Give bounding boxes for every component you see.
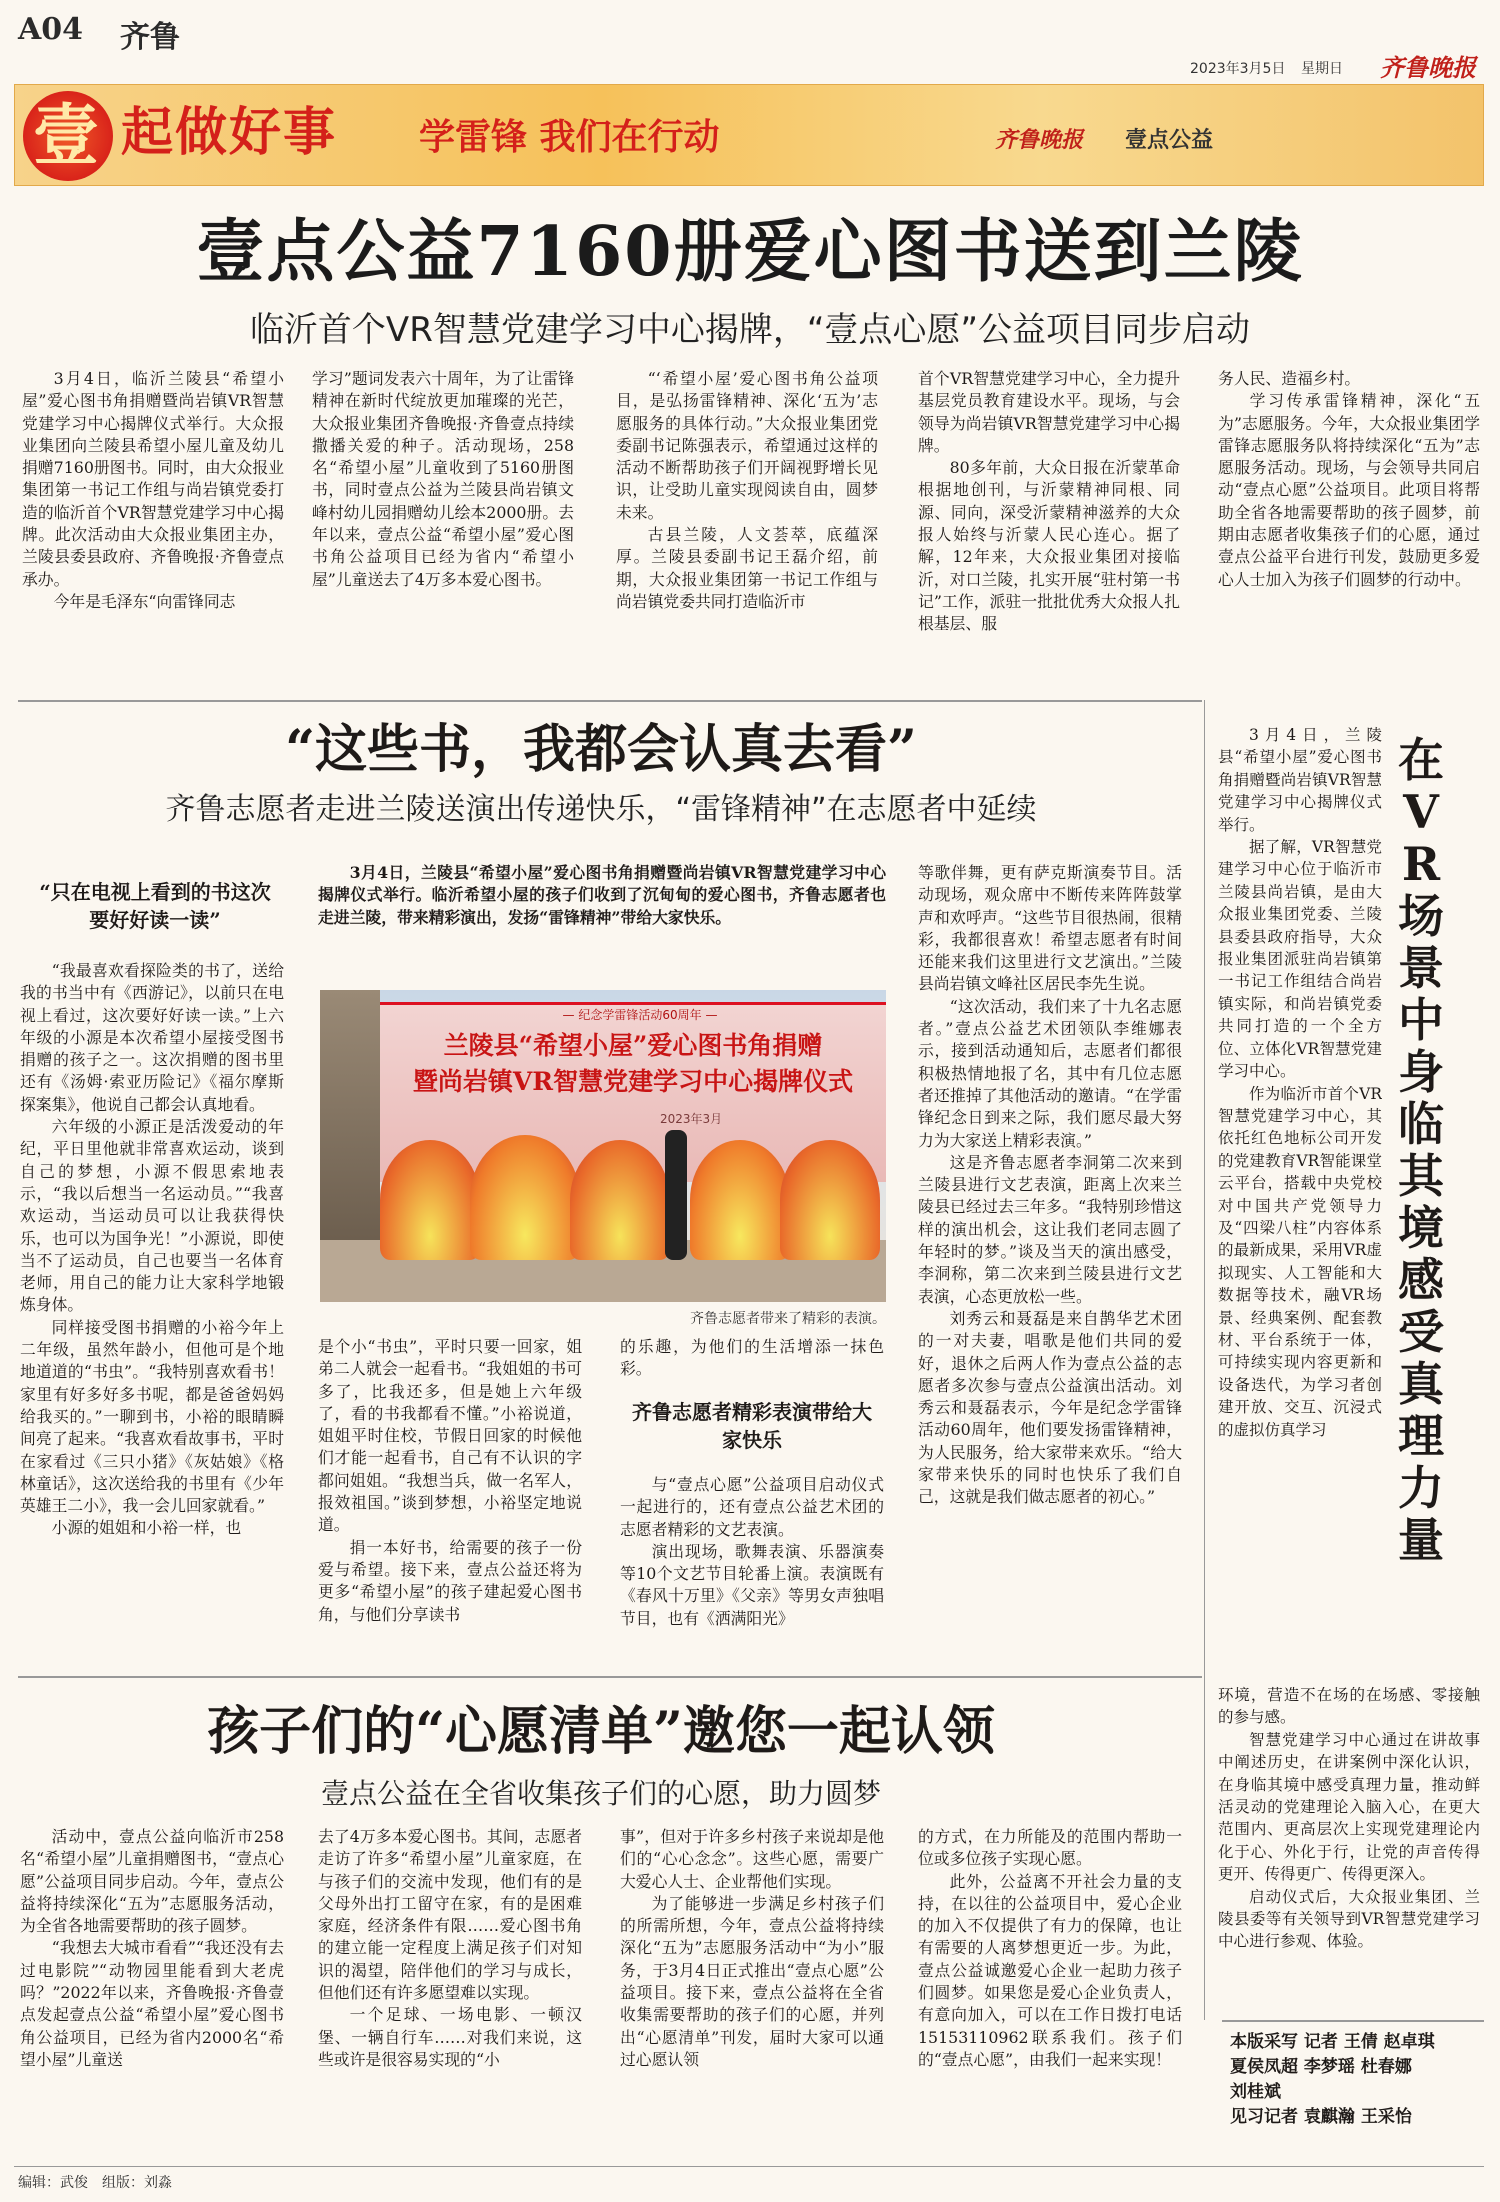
paragraph: 活动中，壹点公益向临沂市258名“希望小屋”儿童捐赠图书，“壹点心愿”公益项目同步启动。今年，壹点公益将持续深化“五为”志愿服务活动，为全省各地需要帮助的孩子圆梦。 [20, 1827, 284, 1936]
paragraph: 首个VR智慧党建学习中心，全力提升基层党员教育建设水平。现场，与会领导为尚岩镇VR智慧党建学习中心揭牌。 [918, 369, 1180, 455]
article2-col-2 [318, 1336, 582, 1654]
paragraph: 学习”题词发表六十周年，为了让雷锋精神在新时代绽放更加璀璨的光芒，大众报业集团齐鲁晚报·齐鲁壹点持续撒播关爱的种子。活动现场，258名“希望小屋”儿童收到了5160册图书，同时壹点公益为兰陵县尚岩镇文峰村幼儿园捐赠幼儿绘本2000册。去年以来，壹点公益“希望小屋”爱心图书角公益项目已经为省内“希望小屋”儿童送去了4万多本爱心图书。 [312, 369, 574, 589]
article1-col-3 [616, 368, 878, 688]
article3-col-b [1218, 1684, 1480, 2004]
article1-title: 壹点公益7160册爱心图书送到兰陵 [196, 212, 1304, 292]
article2-col-1 [20, 960, 284, 1650]
paragraph: 古县兰陵，人文荟萃，底蕴深厚。兰陵县委副书记王磊介绍，前期，大众报业集团第一书记工作组与尚岩镇党委共同打造临沂市 [616, 525, 878, 611]
paragraph: 智慧党建学习中心通过在讲故事中阐述历史，在讲案例中深化认识，在身临其境中感受真理力量，推动鲜活灵动的党建理论入脑入心，在更大范围内、更高层次上实现党建理论内化于心、外化于行，让党的声音传得更开、传得更广、传得更深入。 [1218, 1730, 1480, 1884]
paragraph: 启动仪式后，大众报业集团、兰陵县委等有关领导到VR智慧党建学习中心进行参观、体验。 [1218, 1887, 1480, 1951]
paragraph: “我最喜欢看探险类的书了，送给我的书当中有《西游记》，以前只在电视上看过，这次要好好读一读。”上六年级的小源是本次希望小屋接受图书捐赠的孩子之一。这次捐赠的图书里还有《汤姆·索亚历险记》《福尔摩斯探案集》，他说自己都会认真地看。 [20, 961, 284, 1114]
article2-col-3a [620, 1336, 884, 1386]
section-name: 齐鲁 [120, 20, 180, 55]
footer-rule [14, 2166, 1484, 2167]
article4-col-2 [318, 1826, 582, 2160]
credits [1230, 2030, 1486, 2130]
article2-subtitle: 齐鲁志愿者走进兰陵送演出传递快乐，“雷锋精神”在志愿者中延续 [165, 792, 1037, 827]
paragraph: 等歌伴舞，更有萨克斯演奏节目。活动现场，观众席中不断传来阵阵鼓掌声和欢呼声。“这些节目很热闹，很精彩，我都很喜欢！希望志愿者有时间还能来我们这里进行文艺演出。”兰陵县尚岩镇文峰社区居民李先生说。 [918, 863, 1182, 994]
paragraph: “‘希望小屋’爱心图书角公益项目，是弘扬雷锋精神、深化‘五为’志愿服务的具体行动。”大众报业集团党委副书记陈强表示，希望通过这样的活动不断帮助孩子们开阔视野增长见识，让受助儿童实现阅读自由，圆梦未来。 [616, 369, 878, 522]
paragraph: 事”，但对于许多乡村孩子来说却是他们的“心心念念”。这些心愿，需要广大爱心人士、企业帮他们实现。 [620, 1827, 884, 1891]
banner-logo-charity: 壹点公益 [1125, 127, 1214, 153]
banner [14, 84, 1484, 186]
article2-col-4 [918, 862, 1182, 1654]
paragraph: 与“壹点心愿”公益项目启动仪式一起进行的，还有壹点公益艺术团的志愿者精彩的文艺表演。 [620, 1475, 884, 1539]
photo-top-text: — 纪念学雷锋活动60周年 — [562, 1008, 718, 1022]
paragraph: 这是齐鲁志愿者李洞第二次来到兰陵县进行文艺表演，距离上次来兰陵县已经过去三年多。“我特别珍惜这样的演出机会，这让我们老同志圆了年轻时的梦。”谈及当天的演出感受，李洞称，第二次来到兰陵县进行文艺表演，心态更放松一些。 [918, 1152, 1182, 1306]
banner-slogan: 学雷锋 我们在行动 [419, 116, 720, 158]
credits-line: 刘桂斌 [1230, 2082, 1281, 2102]
article3-col-a [1218, 724, 1382, 1682]
paragraph: 务人民、造福乡村。 [1218, 369, 1361, 388]
article4-subtitle: 壹点公益在全省收集孩子们的心愿，助力圆梦 [320, 1777, 881, 1810]
paragraph: 3月4日，兰陵县“希望小屋”爱心图书角捐赠暨尚岩镇VR智慧党建学习中心揭牌仪式举行。 [1218, 726, 1382, 834]
photo-date-text: 2023年3月 [660, 1112, 723, 1126]
divider [1204, 700, 1205, 2020]
credits-line: 见习记者 袁麒瀚 王采怡 [1230, 2107, 1412, 2127]
article2-col-3b [620, 1474, 884, 1654]
paragraph: 3月4日，兰陵县“希望小屋”爱心图书角捐赠暨尚岩镇VR智慧党建学习中心揭牌仪式举行。临沂希望小屋的孩子们收到了沉甸甸的爱心图书，齐鲁志愿者也走进兰陵，带来精彩演出，发扬“雷锋精神”带给大家快乐。 [318, 863, 886, 927]
statue [320, 990, 380, 1250]
paragraph: 3月4日，临沂兰陵县“希望小屋”爱心图书角捐赠暨尚岩镇VR智慧党建学习中心揭牌仪式举行。大众报业集团向兰陵县希望小屋儿童及幼儿捐赠7160册图书。同时，由大众报业集团第一书记工作组与尚岩镇党委打造的临沂首个VR智慧党建学习中心揭牌。此次活动由大众报业集团主办，兰陵县委县政府、齐鲁晚报·齐鲁壹点承办。 [22, 369, 284, 589]
article1-col-2 [312, 368, 574, 688]
paragraph: 环境，营造不在场的在场感、零接触的参与感。 [1218, 1686, 1480, 1727]
photo-banner-line2: 暨尚岩镇VR智慧党建学习中心揭牌仪式 [412, 1067, 854, 1096]
issue-weekday: 星期日 [1301, 61, 1343, 77]
paragraph: 今年是毛泽东“向雷锋同志 [53, 591, 236, 611]
paragraph: 的乐趣，为他们的生活增添一抹色彩。 [620, 1337, 884, 1379]
article2-sub-head: 齐鲁志愿者精彩表演带给大家快乐 [632, 1400, 872, 1452]
divider [18, 1676, 1202, 1678]
paragraph: 捐一本好书，给需要的孩子一份爱与希望。接下来，壹点公益还将为更多“希望小屋”的孩子建起爱心图书角，与他们分享读书 [318, 1537, 582, 1624]
issue-date: 2023年3月5日 [1190, 61, 1286, 77]
banner-char: 壹 [33, 96, 99, 174]
article4-col-3 [620, 1826, 884, 2160]
article4-col-4 [918, 1826, 1182, 2160]
article1-col-1 [22, 368, 284, 688]
paragraph: 一个足球、一场电影、一顿汉堡、一辆自行车……对我们来说，这些或许是很容易实现的“小 [318, 2005, 582, 2069]
divider [18, 700, 1202, 702]
article1-col-5 [1218, 368, 1480, 688]
article2-title: “这些书，我都会认真去看” [285, 719, 917, 780]
paragraph: 学习传承雷锋精神，深化“五为”志愿服务。今年，大众报业集团学雷锋志愿服务队将持续深化“五为”志愿服务活动。现场，与会领导共同启动“壹点心愿”公益项目。此项目将帮助全省各地需要帮助的孩子圆梦，前期由志愿者收集孩子们的心愿，通过壹点公益平台进行刊发，鼓励更多爱心人士加入为孩子们圆梦的行动中。 [1218, 391, 1480, 589]
banner-logo-paper: 齐鲁晚报 [995, 127, 1084, 153]
paragraph: 作为临沂市首个VR智慧党建学习中心，其依托红色地标公司开发的党建教育VR智能课堂云平台，搭载中央党校对中国共产党领导力及“四梁八柱”内容体系的最新成果，采用VR虚拟现实、人工智能和大数据等技术，融VR场景、经典案例、配套教材、平台系统于一体，可持续实现内容更新和设备迭代，为学习者创建开放、交互、沉浸式的虚拟仿真学习 [1218, 1084, 1382, 1439]
article1-subtitle: 临沂首个VR智慧党建学习中心揭牌，“壹点心愿”公益项目同步启动 [249, 310, 1251, 350]
paragraph: 80多年前，大众日报在沂蒙革命根据地创刊，与沂蒙精神同根、同源、同向，深受沂蒙精神滋养的大众报人始终与沂蒙人民心连心。据了解，12年来，大众报业集团对接临沂，对口兰陵，扎实开展“驻村第一书记”工作，派驻一批批优秀大众报人扎根基层、服 [918, 458, 1180, 634]
credits-line: 本版采写 记者 王倩 赵卓琪 [1230, 2032, 1435, 2052]
article3-title: 在VR场景中身临其境感受真理力量 [1398, 733, 1444, 1567]
paragraph: 是个小“书虫”，平时只要一回家，姐弟二人就会一起看书。“我姐姐的书可多了，比我还多，但是她上六年级了，看的书我都看不懂。”小裕说道，姐姐平时住校，节假日回家的时候他们才能一起看书，自己有不认识的字都问姐姐。“我想当兵，做一名军人，报效祖国。”谈到梦想，小裕坚定地说道。 [318, 1337, 582, 1535]
paragraph: 刘秀云和聂磊是来自鹊华艺术团的一对夫妻，唱歌是他们共同的爱好，退休之后两人作为壹点公益的志愿者多次参与壹点公益演出活动。刘秀云和聂磊表示，今年是纪念学雷锋活动60周年，他们要发扬雷锋精神，为人民服务，给大家带来欢乐。“给大家带来快乐的同时也快乐了我们自己，这就是我们做志愿者的初心。” [918, 1308, 1182, 1507]
paragraph: 据了解，VR智慧党建学习中心位于临沂市兰陵县尚岩镇，是由大众报业集团党委、兰陵县委县政府指导，大众报业集团派驻尚岩镇第一书记工作组结合尚岩镇实际，和尚岩镇党委共同打造的一个全方位、立体化VR智慧党建学习中心。 [1218, 838, 1382, 1081]
paragraph: 六年级的小源正是活泼爱动的年纪，平日里他就非常喜欢运动，谈到自己的梦想，小源不假思索地表示，“我以后想当一名运动员。”“我喜欢运动，当运动员可以让我获得快乐，也可以为国争光！”小源说，即使当不了运动员，自己也要当一名体育老师，用自己的能力让大家科学地锻炼身体。 [20, 1117, 284, 1315]
paper-logo: 齐鲁晚报 [1380, 53, 1476, 82]
page-number: A04 [18, 12, 84, 47]
article1-col-4 [918, 368, 1180, 688]
paragraph: “这次活动，我们来了十九名志愿者。”壹点公益艺术团领队李维娜表示，接到活动通知后，志愿者们都很积极热情地报了名，其中有几位志愿者还推掉了其他活动的邀请。“在学雷锋纪念日到来之际，我们愿尽最大努力为大家送上精彩表演。” [918, 996, 1182, 1150]
article4-title: 孩子们的“心愿清单”邀您一起认领 [207, 1701, 995, 1762]
paragraph: 的方式，在力所能及的范围内帮助一位或多位孩子实现心愿。 [918, 1827, 1182, 1869]
article2-lead [318, 862, 886, 972]
paragraph: 去了4万多本爱心图书。其间，志愿者走访了许多“希望小屋”儿童家庭，在与孩子们的交流中发现，他们有的是父母外出打工留守在家，有的是困难家庭，经济条件有限……爱心图书角的建立能一定程度上满足孩子们对知识的渴望，陪伴他们的学习与成长，但他们还有许多愿望难以实现。 [318, 1827, 582, 2003]
banner-title: 起做好事 [121, 102, 338, 163]
paragraph: 演出现场，歌舞表演、乐器演奏等10个文艺节目轮番上演。表演既有《春风十万里》《父亲》等男女声独唱节目，也有《洒满阳光》 [620, 1541, 884, 1628]
paragraph: “我想去大城市看看”“我还没有去过电影院”“动物园里能看到大老虎吗？”2022年以来，齐鲁晚报·齐鲁壹点发起壹点公益“希望小屋”爱心图书角公益项目，已经为省内2000名“希望小屋”儿童送 [20, 1938, 284, 2069]
footer-editor: 编辑：武俊 组版：刘淼 [18, 2175, 172, 2191]
photo-caption: 齐鲁志愿者带来了精彩的表演。 [690, 1311, 886, 1327]
paragraph: 为了能够进一步满足乡村孩子们的所需所想，今年，壹点公益将持续深化“五为”志愿服务活动中“为小”服务，于3月4日正式推出“壹点心愿”公益项目。接下来，壹点公益将在全省收集需要帮助的孩子们的心愿，并列出“心愿清单”刊发，届时大家可以通过心愿认领 [620, 1893, 884, 2069]
paragraph: 同样接受图书捐赠的小裕今年上二年级，虽然年龄小，但他可是个地地道道的“书虫”。“我特别喜欢看书！家里有好多好多书呢，都是爸爸妈妈给我买的。”一聊到书，小裕的眼睛瞬间亮了起来。“我喜欢看故事书，平时在家看过《三只小猪》《灰姑娘》《格林童话》，这次送给我的书里有《少年英雄王二小》，我一会儿回家就看。” [20, 1317, 284, 1516]
divider [1222, 2020, 1484, 2022]
article2-side-head: “只在电视上看到的书这次要好好读一读” [39, 880, 271, 932]
performance-photo [320, 990, 886, 1302]
paragraph: 小源的姐姐和小裕一样，也 [51, 1518, 242, 1538]
paragraph: 此外，公益离不开社会力量的支持，在以往的公益项目中，爱心企业的加入不仅提供了有力的保障，也让有需要的人离梦想更近一步。为此，壹点公益诚邀爱心企业一起助力孩子们圆梦。如果您是爱心企业负责人，有意向加入，可以在工作日拨打电话15153110962联系我们。孩子们的“壹点心愿”，由我们一起来实现！ [918, 1871, 1182, 2069]
article4-col-1 [20, 1826, 284, 2160]
photo-banner-line1: 兰陵县“希望小屋”爱心图书角捐赠 [443, 1031, 823, 1060]
credits-line: 夏侯凤超 李梦瑶 杜春娜 [1230, 2057, 1412, 2077]
